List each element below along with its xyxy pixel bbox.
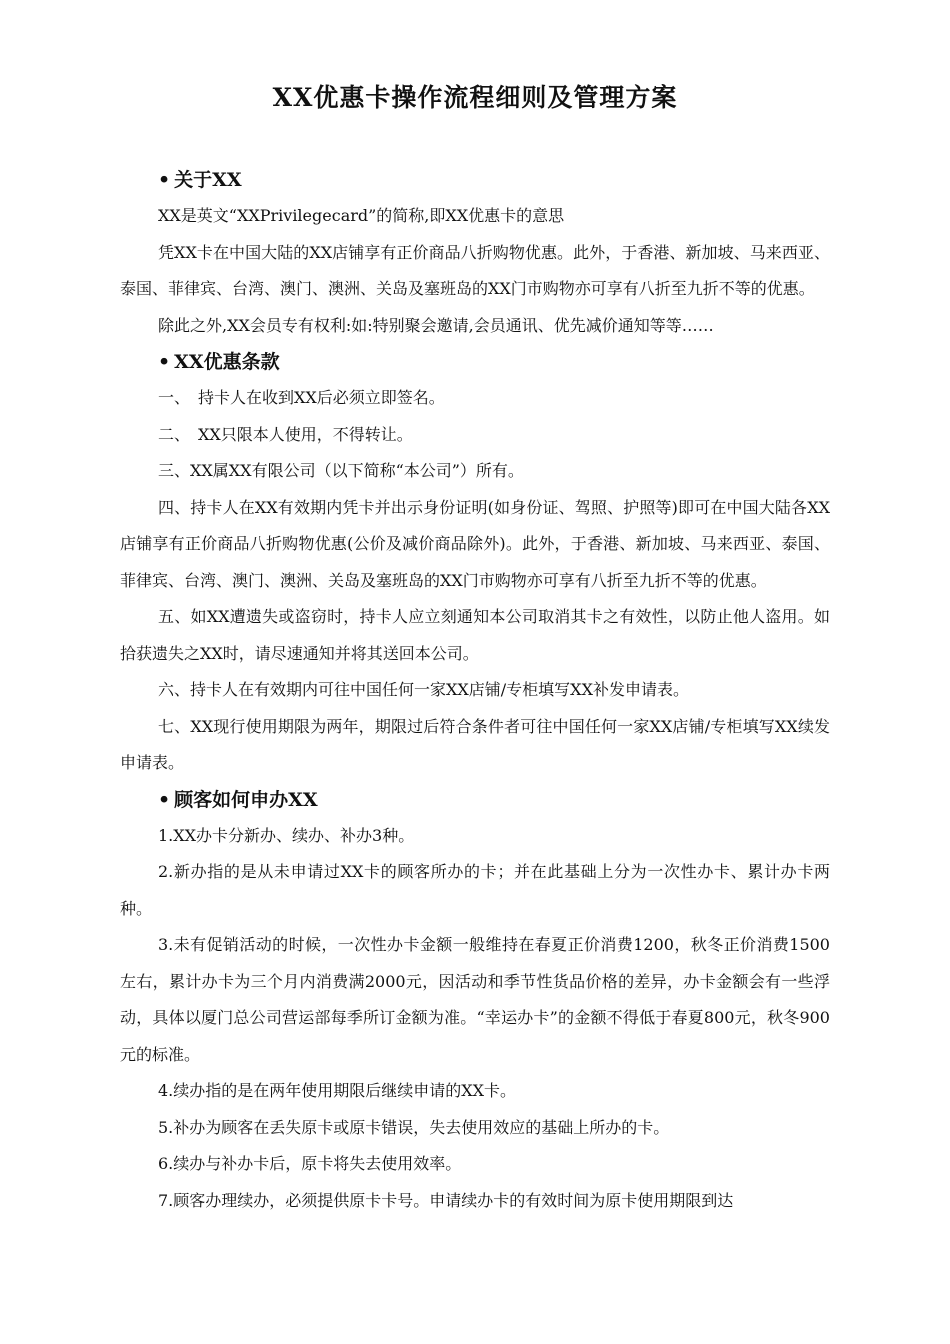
paragraph: 4.续办指的是在两年使用期限后继续申请的XX卡。 <box>158 1081 517 1100</box>
document-title: XX优惠卡操作流程细则及管理方案 <box>272 83 678 112</box>
document-body <box>120 162 830 1219</box>
section-heading-terms <box>120 344 830 380</box>
section-heading-text: 关于XX <box>174 169 242 191</box>
paragraph: 1.XX办卡分新办、续办、补办3种。 <box>158 825 415 845</box>
paragraph: 除此之外,XX会员专有权利:如:特别聚会邀请,会员通讯、优先减价通知等等…… <box>158 315 714 335</box>
section-heading-text: 顾客如何申办XX <box>174 788 318 811</box>
bullet-icon: • <box>158 351 171 373</box>
paragraph: 凭XX卡在中国大陆的XX店铺享有正价商品八折购物优惠。此外，于香港、新加坡、马来西亚、泰国、菲律宾、台湾、澳门、澳洲、关岛及塞班岛的XX门市购物亦可享有八折至九折不等的优惠。 <box>120 242 830 298</box>
bullet-icon: • <box>158 788 171 811</box>
section-heading-text: XX优惠条款 <box>174 351 280 373</box>
paragraph: 一、 持卡人在收到XX后必须立即签名。 <box>158 388 445 407</box>
paragraph: 3.未有促销活动的时候，一次性办卡金额一般维持在春夏正价消费1200，秋冬正价消费1500左右，累计办卡为三个月内消费满2000元，因活动和季节性货品价格的差异，办卡金额会有一些浮动，具体以厦门总公司营运部每季所订金额为准。“幸运办卡”的金额不得低于春夏800元，秋冬900元的标准。 <box>120 935 830 1064</box>
paragraph: XX是英文“XXPrivilegecard”的简称,即XX优惠卡的意思 <box>158 206 565 225</box>
bullet-icon: • <box>158 169 171 191</box>
section-heading-apply <box>120 782 830 818</box>
paragraph: 七、XX现行使用期限为两年，期限过后符合条件者可往中国任何一家XX店铺/专柜填写XX续发申请表。 <box>120 716 830 772</box>
paragraph: 五、如XX遭遗失或盗窃时，持卡人应立刻通知本公司取消其卡之有效性，以防止他人盗用。如拾获遗失之XX时，请尽速通知并将其送回本公司。 <box>120 607 830 663</box>
section-heading-about <box>120 162 830 198</box>
paragraph: 六、持卡人在有效期内可往中国任何一家XX店铺/专柜填写XX补发申请表。 <box>158 680 689 699</box>
paragraph: 5.补办为顾客在丢失原卡或原卡错误，失去使用效应的基础上所办的卡。 <box>158 1117 670 1137</box>
paragraph: 二、 XX只限本人使用，不得转让。 <box>158 424 413 444</box>
paragraph: 四、持卡人在XX有效期内凭卡并出示身份证明(如身份证、驾照、护照等)即可在中国大陆各XX店铺享有正价商品八折购物优惠(公价及减价商品除外)。此外，于香港、新加坡、马来西亚、泰国、菲律宾、台湾、澳门、澳洲、关岛及塞班岛的XX门市购物亦可享有八折至九折不等的优惠。 <box>120 497 830 590</box>
paragraph: 6.续办与补办卡后，原卡将失去使用效率。 <box>158 1154 462 1173</box>
paragraph: 2.新办指的是从未申请过XX卡的顾客所办的卡；并在此基础上分为一次性办卡、累计办卡两种。 <box>120 862 830 918</box>
paragraph: 三、XX属XX有限公司（以下简称“本公司”）所有。 <box>158 461 524 480</box>
paragraph: 7.顾客办理续办，必须提供原卡卡号。申请续办卡的有效时间为原卡使用期限到达 <box>158 1190 734 1210</box>
